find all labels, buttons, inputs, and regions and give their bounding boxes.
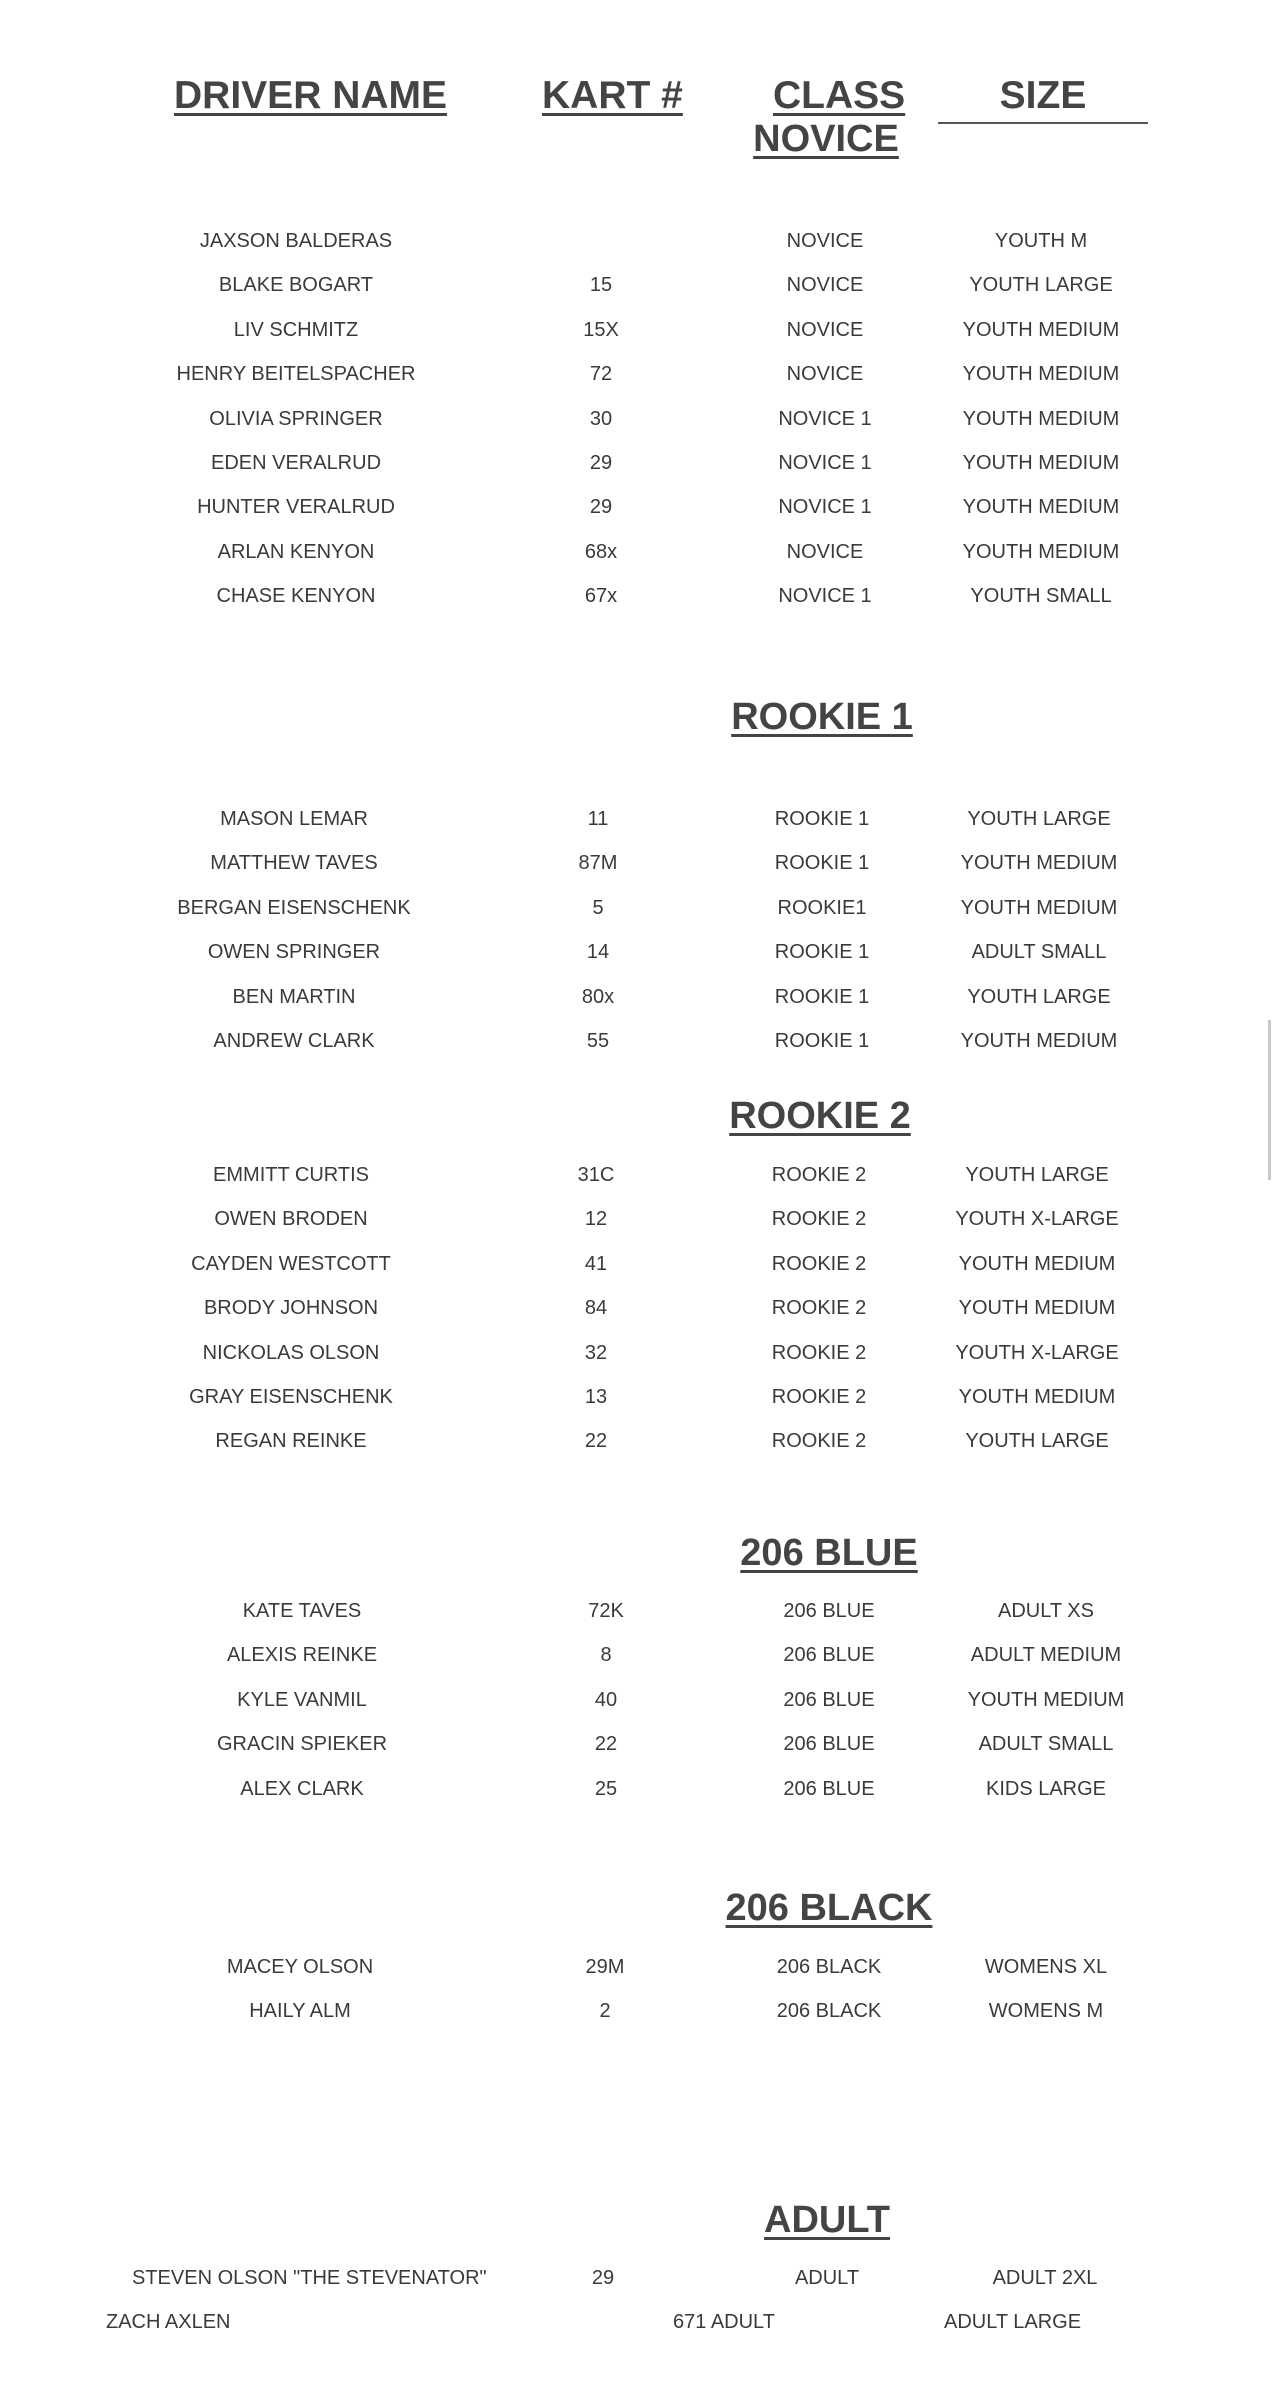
- kart-number-cell: 13: [584, 1386, 608, 1408]
- kart-number-cell: 2: [599, 2000, 611, 2023]
- kart-number-cell: 5: [592, 896, 604, 919]
- table-row: [0, 537, 1275, 567]
- class-cell: ROOKIE 2: [771, 1164, 867, 1186]
- size-cell: ADULT XS: [998, 1600, 1094, 1622]
- driver-name-cell: BRODY JOHNSON: [203, 1297, 379, 1320]
- driver-name-cell: MATTHEW TAVES: [210, 852, 378, 875]
- kart-number-cell: 87M: [578, 852, 618, 875]
- driver-name-cell: CAYDEN WESTCOTT: [191, 1252, 391, 1275]
- table-row: [0, 492, 1275, 522]
- driver-name-cell: OWEN SPRINGER: [207, 941, 381, 964]
- table-row: [0, 1685, 1275, 1715]
- kart-number-cell: 22: [584, 1430, 608, 1453]
- kart-number-cell: 29M: [585, 1956, 625, 1978]
- kart-number-cell: 31C: [577, 1164, 615, 1186]
- table-row: [0, 982, 1275, 1012]
- class-cell: ROOKIE 1: [774, 1030, 870, 1052]
- driver-name-cell: CHASE KENYON: [216, 585, 376, 608]
- size-cell: KIDS LARGE: [985, 1777, 1107, 1800]
- kart-number-cell: 55: [586, 1030, 610, 1052]
- class-cell: NOVICE 1: [778, 496, 872, 519]
- kart-number-cell: 32: [584, 1341, 608, 1364]
- driver-name-cell: BEN MARTIN: [232, 985, 356, 1008]
- class-cell: 206 BLUE: [783, 1733, 875, 1756]
- size-cell: YOUTH MEDIUM: [962, 407, 1120, 430]
- driver-name-cell: EDEN VERALRUD: [210, 452, 382, 474]
- driver-name-cell: MACEY OLSON: [226, 1956, 374, 1978]
- table-row: [0, 1596, 1275, 1626]
- table-row: [0, 1026, 1275, 1056]
- size-cell: ADULT LARGE: [944, 2311, 1082, 2334]
- size-cell: ADULT SMALL: [978, 1733, 1114, 1756]
- table-row: [0, 1293, 1275, 1323]
- size-cell: YOUTH LARGE: [965, 1430, 1109, 1453]
- driver-name-cell: REGAN REINKE: [215, 1430, 367, 1453]
- table-row: [0, 893, 1275, 923]
- table-row: [0, 270, 1275, 300]
- driver-name-cell: GRAY EISENSCHENK: [189, 1386, 393, 1408]
- kart-number-cell: 72K: [588, 1600, 624, 1622]
- kart-number-cell: 12: [584, 1208, 608, 1231]
- table-row: [0, 2263, 1275, 2293]
- driver-name-cell: BERGAN EISENSCHENK: [177, 896, 411, 919]
- driver-name-cell: MASON LEMAR: [220, 808, 368, 830]
- driver-name-cell: ZACH AXLEN: [106, 2311, 231, 2334]
- class-cell: ROOKIE1: [777, 896, 867, 919]
- scan-edge-mark: [1268, 1020, 1271, 1180]
- class-cell: 206 BLUE: [783, 1600, 875, 1622]
- section-heading-206-blue: 206 BLUE: [740, 1532, 918, 1574]
- kart-number-cell: 22: [594, 1733, 618, 1756]
- table-row: [0, 448, 1275, 478]
- kart-number-cell: 11: [587, 808, 609, 830]
- class-cell: ROOKIE 1: [774, 941, 870, 964]
- kart-number-cell: 14: [586, 941, 610, 964]
- size-cell: YOUTH M: [994, 230, 1088, 252]
- kart-number-cell: 25: [594, 1777, 618, 1800]
- kart-number-cell: 29: [589, 496, 613, 519]
- class-cell: ROOKIE 1: [774, 808, 870, 830]
- driver-name-cell: BLAKE BOGART: [218, 274, 374, 297]
- table-row: [0, 937, 1275, 967]
- table-row: [0, 1204, 1275, 1234]
- size-cell: ADULT 2XL: [992, 2267, 1098, 2289]
- kart-number-cell: 15: [589, 274, 613, 297]
- driver-name-cell: KATE TAVES: [242, 1600, 362, 1622]
- kart-number-cell: 72: [589, 363, 613, 386]
- table-row: [0, 315, 1275, 345]
- table-row: [0, 2307, 1275, 2337]
- table-row: [0, 581, 1275, 611]
- class-cell: NOVICE: [786, 230, 864, 252]
- driver-name-cell: ALEXIS REINKE: [226, 1644, 378, 1667]
- table-row: [0, 1996, 1275, 2026]
- table-row: [0, 1249, 1275, 1279]
- size-cell: YOUTH LARGE: [965, 1164, 1109, 1186]
- driver-name-cell: EMMITT CURTIS: [213, 1164, 369, 1186]
- driver-name-cell: JAXSON BALDERAS: [199, 230, 393, 252]
- kart-number-cell: 68x: [584, 540, 618, 563]
- kart-number-cell: 671 ADULT: [673, 2311, 775, 2334]
- size-cell: WOMENS M: [988, 2000, 1104, 2023]
- table-row: [0, 848, 1275, 878]
- kart-number-cell: 15X: [583, 318, 619, 341]
- table-row: [0, 1640, 1275, 1670]
- size-cell: YOUTH LARGE: [967, 985, 1111, 1008]
- class-cell: ROOKIE 2: [771, 1341, 867, 1364]
- kart-number-cell: 80x: [581, 985, 615, 1008]
- driver-name-cell: HENRY BEITELSPACHER: [176, 363, 416, 386]
- class-cell: 206 BLACK: [776, 2000, 882, 2023]
- size-cell: YOUTH MEDIUM: [962, 363, 1120, 386]
- size-cell: ADULT SMALL: [971, 941, 1107, 964]
- driver-name-cell: OWEN BRODEN: [214, 1208, 368, 1231]
- class-cell: ADULT: [794, 2267, 860, 2289]
- size-cell: YOUTH MEDIUM: [960, 896, 1118, 919]
- size-cell: YOUTH MEDIUM: [958, 1386, 1116, 1408]
- kart-number-cell: 41: [584, 1252, 608, 1275]
- table-row: [0, 226, 1275, 256]
- table-row: [0, 1729, 1275, 1759]
- table-row: [0, 804, 1275, 834]
- size-cell: YOUTH MEDIUM: [967, 1688, 1125, 1711]
- class-cell: ROOKIE 2: [771, 1430, 867, 1453]
- driver-name-cell: ANDREW CLARK: [213, 1030, 375, 1052]
- section-heading-rookie-2: ROOKIE 2: [729, 1095, 911, 1137]
- kart-number-cell: 84: [584, 1297, 608, 1320]
- section-heading-novice: NOVICE: [753, 118, 899, 160]
- class-cell: NOVICE: [786, 274, 864, 297]
- section-heading-206-black: 206 BLACK: [725, 1887, 933, 1929]
- size-cell: YOUTH MEDIUM: [962, 540, 1120, 563]
- header-driver-name: DRIVER NAME: [174, 74, 448, 117]
- table-row: [0, 404, 1275, 434]
- class-cell: 206 BLUE: [783, 1688, 875, 1711]
- size-cell: ADULT MEDIUM: [970, 1644, 1122, 1667]
- driver-name-cell: HAILY ALM: [249, 2000, 351, 2023]
- kart-number-cell: 29: [589, 452, 613, 474]
- header-class: CLASS: [773, 74, 906, 117]
- driver-name-cell: OLIVIA SPRINGER: [209, 407, 383, 430]
- driver-name-cell: KYLE VANMIL: [237, 1688, 367, 1711]
- table-row: [0, 359, 1275, 389]
- size-cell: WOMENS XL: [984, 1956, 1108, 1978]
- kart-number-cell: 8: [600, 1644, 612, 1667]
- kart-number-cell: 40: [594, 1688, 618, 1711]
- driver-name-cell: HUNTER VERALRUD: [197, 496, 395, 519]
- driver-name-cell: GRACIN SPIEKER: [216, 1733, 388, 1756]
- kart-number-cell: 67x: [584, 585, 618, 608]
- class-cell: ROOKIE 2: [771, 1297, 867, 1320]
- size-cell: YOUTH LARGE: [969, 274, 1113, 297]
- class-cell: 206 BLACK: [776, 1956, 882, 1978]
- kart-number-cell: 29: [591, 2267, 615, 2289]
- driver-name-cell: ALEX CLARK: [240, 1777, 364, 1800]
- driver-name-cell: STEVEN OLSON "THE STEVENATOR": [132, 2267, 487, 2289]
- table-row: [0, 1952, 1275, 1982]
- class-cell: NOVICE: [786, 318, 864, 341]
- driver-name-cell: LIV SCHMITZ: [233, 318, 359, 341]
- size-cell: YOUTH MEDIUM: [962, 318, 1120, 341]
- class-cell: ROOKIE 2: [771, 1252, 867, 1275]
- size-cell: YOUTH MEDIUM: [958, 1297, 1116, 1320]
- size-cell: YOUTH MEDIUM: [960, 1030, 1118, 1052]
- size-cell: YOUTH MEDIUM: [962, 496, 1120, 519]
- section-heading-rookie-1: ROOKIE 1: [731, 696, 913, 738]
- class-cell: NOVICE 1: [778, 407, 872, 430]
- size-cell: YOUTH X-LARGE: [955, 1208, 1119, 1231]
- header-kart-number: KART #: [542, 74, 683, 117]
- class-cell: ROOKIE 1: [774, 985, 870, 1008]
- class-cell: NOVICE 1: [778, 585, 872, 608]
- table-row: [0, 1774, 1275, 1804]
- class-cell: ROOKIE 2: [771, 1208, 867, 1231]
- size-cell: YOUTH LARGE: [967, 808, 1111, 830]
- class-cell: ROOKIE 2: [771, 1386, 867, 1408]
- class-cell: ROOKIE 1: [774, 852, 870, 875]
- driver-name-cell: ARLAN KENYON: [217, 540, 375, 563]
- size-cell: YOUTH MEDIUM: [960, 852, 1118, 875]
- section-heading-adult: ADULT: [764, 2199, 890, 2241]
- class-cell: 206 BLUE: [783, 1644, 875, 1667]
- table-row: [0, 1338, 1275, 1368]
- size-cell: YOUTH X-LARGE: [955, 1341, 1119, 1364]
- class-cell: NOVICE 1: [778, 452, 872, 474]
- size-cell: YOUTH MEDIUM: [958, 1252, 1116, 1275]
- class-cell: NOVICE: [786, 540, 864, 563]
- kart-number-cell: 30: [589, 407, 613, 430]
- table-row: [0, 1160, 1275, 1190]
- header-size: SIZE: [999, 74, 1087, 117]
- table-row: [0, 1382, 1275, 1412]
- driver-name-cell: NICKOLAS OLSON: [202, 1341, 380, 1364]
- table-row: [0, 1426, 1275, 1456]
- class-cell: 206 BLUE: [783, 1777, 875, 1800]
- size-cell: YOUTH SMALL: [970, 585, 1112, 608]
- class-cell: NOVICE: [786, 363, 864, 386]
- size-cell: YOUTH MEDIUM: [962, 452, 1120, 474]
